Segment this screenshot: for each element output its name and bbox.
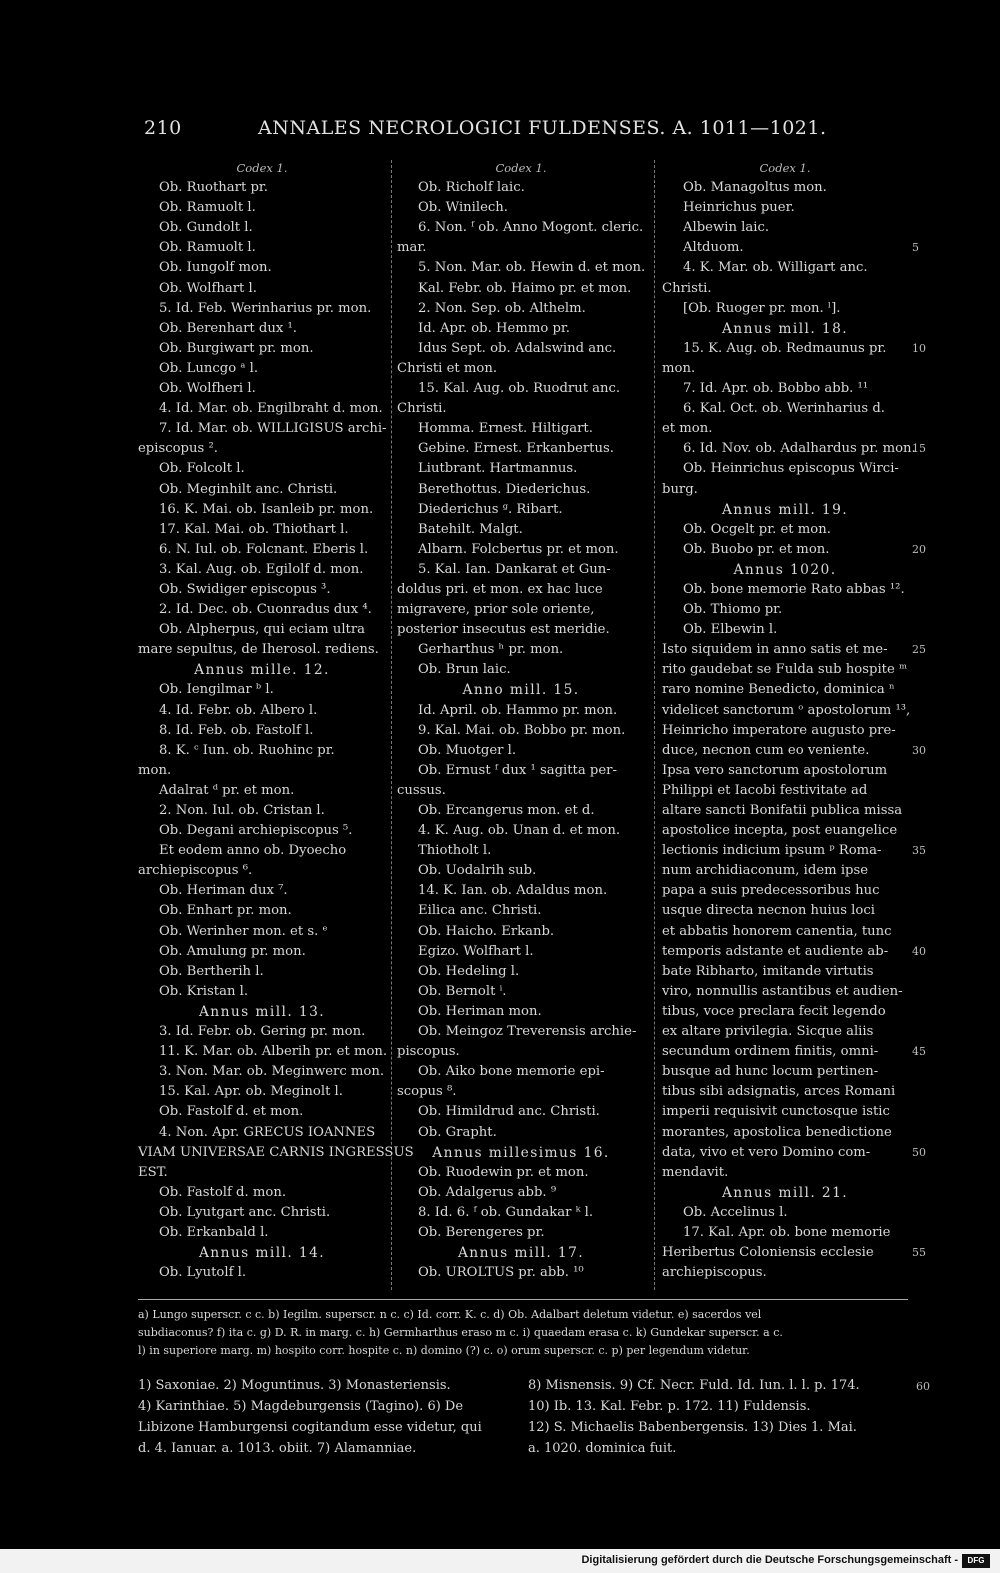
entry-line: Ob. Swidiger episcopus ³. — [159, 581, 331, 597]
entry-line: Ob. Heriman mon. — [418, 1003, 542, 1019]
column-divider — [654, 160, 655, 1290]
entry-line: Ob. Brun laic. — [418, 662, 511, 678]
entry-line: 4. Id. Mar. ob. Engilbraht d. mon. — [159, 401, 383, 417]
entry-line: Ob. Fastolf d. et mon. — [159, 1104, 304, 1120]
line-number: 50 — [912, 1145, 926, 1159]
entry-line: Diederichus ᵍ. Ribart. — [418, 501, 563, 517]
entry-line: Id. Apr. ob. Hemmo pr. — [418, 320, 570, 336]
entry-line: Albarn. Folcbertus pr. et mon. — [418, 541, 619, 557]
entry-line: usque directa necnon huius loci — [662, 903, 875, 919]
entry-line: apostolice incepta, post euangelice — [662, 823, 898, 839]
entry-line: temporis adstante et audiente ab- 40 — [662, 942, 908, 962]
year-heading: Annus mill. 19. — [721, 501, 849, 518]
entry-line: Ob. Grapht. — [418, 1124, 497, 1140]
entry-line: secundum ordinem finitis, omni- 45 — [662, 1042, 908, 1062]
entry-line: Ob. Accelinus l. — [683, 1204, 788, 1220]
entry-line: 7. Id. Mar. ob. WILLIGISUS archi- — [159, 421, 387, 437]
funding-credit: Digitalisierung gefördert durch die Deutsche Forschungsgemeinschaft - — [581, 1554, 958, 1566]
entry-line: 5. Id. Feb. Werinharius pr. mon. — [159, 300, 372, 316]
line-number: 25 — [912, 643, 926, 657]
entry-line: Ob. Haicho. Erkanb. — [418, 923, 555, 939]
entry-line: bate Ribharto, imitande virtutis — [662, 963, 874, 979]
endnote-line: 10) Ib. 13. Kal. Febr. p. 172. 11) Fuldensis. — [528, 1399, 811, 1414]
entry-line: Eilica anc. Christi. — [418, 903, 542, 919]
entry-line: Ob. Wolfheri l. — [159, 381, 256, 397]
entry-line: imperii requisivit cunctosque istic — [662, 1104, 890, 1120]
entry-line: 6. N. Iul. ob. Folcnant. Eberis l. — [159, 541, 369, 557]
entry-line: Christi. — [397, 401, 447, 417]
entry-line: Ob. Thiomo pr. — [683, 602, 783, 618]
entry-line: 6. Kal. Oct. ob. Werinharius d. — [683, 401, 885, 417]
text-column-3 — [662, 158, 926, 1283]
year-heading: Annus mill. 18. — [721, 320, 849, 337]
entry-line: Ob. Richolf laic. — [418, 180, 525, 196]
entry-line: Ipsa vero sanctorum apostolorum — [662, 762, 888, 778]
entry-line: Ob. Uodalrih sub. — [418, 863, 537, 879]
line-number: 55 — [912, 1246, 926, 1260]
entry-line: 4. K. Aug. ob. Unan d. et mon. — [418, 823, 621, 839]
entry-line: Ob. Elbewin l. — [683, 622, 778, 638]
endnote-line: 4) Karinthiae. 5) Magdeburgensis (Tagino). 6) De — [138, 1399, 464, 1414]
line-number: 15 — [912, 442, 926, 456]
entry-line: 8. Id. Feb. ob. Fastolf l. — [159, 722, 314, 738]
year-heading: Annus 1020. — [733, 561, 837, 578]
entry-line: Ob. bone memorie Rato abbas ¹². — [683, 581, 905, 597]
entry-line: Ob. Burgiwart pr. mon. — [159, 340, 314, 356]
entry-line: 15. K. Aug. ob. Redmaunus pr. 10 — [662, 339, 908, 359]
endnote-line: d. 4. Ianuar. a. 1013. obiit. 7) Alamanniae. — [138, 1441, 417, 1456]
entry-line: Et eodem anno ob. Dyoecho — [159, 843, 347, 859]
entry-line: Ob. Ramuolt l. — [159, 240, 256, 256]
entry-line: papa a suis predecessoribus huc — [662, 883, 880, 899]
entry-line: Ob. UROLTUS pr. abb. ¹⁰ — [418, 1265, 584, 1281]
entry-line: data, vivo et vero Domino com- 50 — [662, 1143, 908, 1163]
entry-line: 14. K. Ian. ob. Adaldus mon. — [418, 883, 608, 899]
entry-line: 9. Kal. Mai. ob. Bobbo pr. mon. — [418, 722, 626, 738]
entry-line: Liutbrant. Hartmannus. — [418, 461, 578, 477]
digitization-footer — [0, 1549, 1000, 1573]
entry-line: VIAM UNIVERSAE CARNIS INGRESSUS — [138, 1144, 414, 1160]
entry-line: 5. Non. Mar. ob. Hewin d. et mon. — [418, 260, 646, 276]
entry-line: 3. Non. Mar. ob. Meginwerc mon. — [159, 1064, 385, 1080]
entry-line: posterior insecutus est meridie. — [397, 622, 610, 638]
line-number: 5 — [912, 241, 919, 255]
entry-line: 8. K. ᶜ Iun. ob. Ruohinc pr. — [159, 742, 335, 758]
entry-line: 4. K. Mar. ob. Willigart anc. — [683, 260, 868, 276]
entry-line: EST. — [138, 1164, 168, 1180]
entry-line: lectionis indicium ipsum ᵖ Roma- 35 — [662, 841, 908, 861]
line-number: 30 — [912, 743, 926, 757]
entry-line: Ob. Lyutolf l. — [159, 1265, 247, 1281]
entry-line: Ob. Muotger l. — [418, 742, 517, 758]
entry-line: piscopus. — [397, 1044, 460, 1060]
year-heading: Annus mill. 14. — [198, 1245, 326, 1262]
year-heading: Anno mill. 15. — [462, 682, 580, 699]
entry-line: Ob. Iengilmar ᵇ l. — [159, 682, 274, 698]
entry-line: Ob. Heriman dux ⁷. — [159, 883, 288, 899]
text-column-2 — [397, 158, 645, 1283]
entry-line: Thiotholt l. — [418, 843, 492, 859]
entry-line: Ob. Iungolf mon. — [159, 260, 272, 276]
entry-line: Ob. Aiko bone memorie epi- — [418, 1064, 605, 1080]
line-number: 20 — [912, 542, 926, 556]
entry-line: mare sepultus, de Iherosol. rediens. — [138, 642, 379, 658]
entry-line: Altduom. 5 — [662, 238, 908, 258]
entry-line: 17. Kal. Mai. ob. Thiothart l. — [159, 521, 349, 537]
entry-line: Ob. Luncgo ᵃ l. — [159, 360, 259, 376]
codex-label: Codex 1. — [759, 161, 811, 175]
line-number: 35 — [912, 844, 926, 858]
endnote-line: Libizone Hamburgensi cogitandum esse videtur, qui — [138, 1420, 482, 1435]
dfg-logo[interactable]: DFG — [962, 1554, 990, 1568]
endnote-line: 12) S. Michaelis Babenbergensis. 13) Dies 1. Mai. — [528, 1420, 857, 1435]
entry-line: tibus, voce preclara fecit legendo — [662, 1003, 886, 1019]
entry-line: 5. Kal. Ian. Dankarat et Gun- — [418, 561, 611, 577]
year-heading: Annus mille. 12. — [194, 662, 330, 679]
entry-line: Ob. Lyutgart anc. Christi. — [159, 1204, 331, 1220]
entry-line: viro, nonnullis astantibus et audien- — [662, 983, 903, 999]
entry-line: 15. Kal. Aug. ob. Ruodrut anc. — [418, 381, 621, 397]
page-number: 210 — [144, 117, 182, 139]
entry-line: Christi et mon. — [397, 360, 498, 376]
entry-line: 6. Non. ᶠ ob. Anno Mogont. cleric. — [418, 220, 644, 236]
entry-line: Ob. Berengeres pr. — [418, 1224, 545, 1240]
entry-line: Kal. Febr. ob. Haimo pr. et mon. — [418, 280, 632, 296]
endnote-line: a. 1020. dominica fuit. — [528, 1441, 677, 1456]
entry-line: Albewin laic. — [683, 220, 770, 236]
endnotes-left — [138, 1375, 482, 1459]
entry-line: mon. — [662, 360, 696, 376]
entry-line: Ob. Hedeling l. — [418, 963, 520, 979]
entry-line: Adalrat ᵈ pr. et mon. — [159, 782, 295, 798]
endnote-line: 8) Misnensis. 9) Cf. Necr. Fuld. Id. Iun. l. l. p. 174. — [528, 1378, 860, 1393]
entry-line: duce, necnon cum eo veniente. 30 — [662, 741, 908, 761]
entry-line: mendavit. — [662, 1164, 729, 1180]
entry-line: Ob. Ernust ᶠ dux ¹ sagitta per- — [418, 762, 617, 778]
line-number: 60 — [916, 1380, 930, 1393]
entry-line: Ob. Bertherih l. — [159, 963, 264, 979]
entry-line: raro nomine Benedicto, dominica ⁿ — [662, 682, 895, 698]
entry-line: 17. Kal. Apr. ob. bone memorie — [683, 1224, 891, 1240]
page-title: ANNALES NECROLOGICI FULDENSES. A. 1011—1021. — [258, 117, 827, 139]
endnote-line: 1) Saxoniae. 2) Moguntinus. 3) Monasteriensis. — [138, 1378, 451, 1393]
entry-line: 4. Id. Febr. ob. Albero l. — [159, 702, 318, 718]
entry-line: Heinricho imperatore augusto pre- — [662, 722, 896, 738]
entry-line: Christi. — [662, 280, 712, 296]
line-number: 10 — [912, 341, 926, 355]
entry-line: Philippi et Iacobi festivitate ad — [662, 782, 868, 798]
entry-line: Ob. Kristan l. — [159, 983, 249, 999]
entry-line: Ob. Buobo pr. et mon. 20 — [662, 540, 908, 560]
entry-line: 2. Non. Sep. ob. Althelm. — [418, 300, 586, 316]
entry-line: archiepiscopus. — [662, 1265, 767, 1281]
line-number: 40 — [912, 944, 926, 958]
codex-label: Codex 1. — [495, 161, 547, 175]
entry-line: Ob. Gundolt l. — [159, 220, 253, 236]
entry-line: episcopus ². — [138, 441, 218, 457]
entry-line: mar. — [397, 240, 427, 256]
entry-line: Ob. Ruothart pr. — [159, 180, 268, 196]
line-number: 45 — [912, 1045, 926, 1059]
entry-line: Ob. Adalgerus abb. ⁹ — [418, 1184, 557, 1200]
entry-line: Ob. Himildrud anc. Christi. — [418, 1104, 600, 1120]
entry-line: Ob. Berenhart dux ¹. — [159, 320, 297, 336]
entry-line: Ob. Werinher mon. et s. ᵉ — [159, 923, 328, 939]
entry-line: Ob. Winilech. — [418, 200, 508, 216]
entry-line: Ob. Meginhilt anc. Christi. — [159, 481, 338, 497]
entry-line: Batehilt. Malgt. — [418, 521, 523, 537]
entry-line: Heribertus Coloniensis ecclesie 55 — [662, 1243, 908, 1263]
entry-line: Ob. Managoltus mon. — [683, 180, 827, 196]
entry-line: 16. K. Mai. ob. Isanleib pr. mon. — [159, 501, 374, 517]
entry-line: doldus pri. et mon. ex hac luce — [397, 581, 603, 597]
entry-line: 15. Kal. Apr. ob. Meginolt l. — [159, 1084, 343, 1100]
entry-line: 2. Id. Dec. ob. Cuonradus dux ⁴. — [159, 602, 372, 618]
entry-line: num archidiaconum, idem ipse — [662, 863, 869, 879]
footnote-line: subdiaconus? f) ita c. g) D. R. in marg. c. h) Germharthus eraso m c. i) quaedam erasa c. k) Gundekar superscr. a c. — [138, 1326, 783, 1339]
entry-line: et abbatis honorem canentia, tunc — [662, 923, 892, 939]
entry-line: Egizo. Wolfhart l. — [418, 943, 534, 959]
entry-line: morantes, apostolica benedictione — [662, 1124, 892, 1140]
entry-line: Ob. Fastolf d. mon. — [159, 1184, 287, 1200]
entry-line: Ob. Erkanbald l. — [159, 1224, 269, 1240]
entry-line: Ob. Wolfhart l. — [159, 280, 257, 296]
entry-line: 6. Id. Nov. ob. Adalhardus pr. mon. 15 — [662, 439, 908, 459]
entry-line: tibus sibi adsignatis, arces Romani — [662, 1084, 896, 1100]
entry-line: Ob. Ramuolt l. — [159, 200, 256, 216]
entry-line: Ob. Folcolt l. — [159, 461, 245, 477]
year-heading: Annus mill. 21. — [721, 1184, 849, 1201]
entry-line: Berethottus. Diederichus. — [418, 481, 591, 497]
entry-line: 7. Id. Apr. ob. Bobbo abb. ¹¹ — [683, 381, 869, 397]
footnotes — [138, 1299, 908, 1360]
entry-line: 3. Kal. Aug. ob. Egilolf d. mon. — [159, 561, 364, 577]
entry-line: burg. — [662, 481, 698, 497]
year-heading: Annus mill. 17. — [457, 1245, 585, 1262]
entry-line: Heinrichus puer. — [683, 200, 795, 216]
entry-line: rito gaudebat se Fulda sub hospite ᵐ — [662, 662, 908, 678]
entry-line: Gebine. Ernest. Erkanbertus. — [418, 441, 614, 457]
entry-line: Ob. Meingoz Treverensis archie- — [418, 1024, 637, 1040]
entry-line: Homma. Ernest. Hiltigart. — [418, 421, 593, 437]
column-divider — [391, 160, 392, 1290]
entry-line: Ob. Amulung pr. mon. — [159, 943, 306, 959]
entry-line: mon. — [138, 762, 172, 778]
codex-label: Codex 1. — [236, 161, 288, 175]
entry-line: 2. Non. Iul. ob. Cristan l. — [159, 803, 325, 818]
entry-line: migravere, prior sole oriente, — [397, 602, 595, 618]
entry-line: Gerharthus ʰ pr. mon. — [418, 642, 564, 658]
entry-line: Isto siquidem in anno satis et me- 25 — [662, 640, 908, 660]
entry-line: Ob. Bernolt ⁱ. — [418, 983, 507, 999]
entry-line: Ob. Degani archiepiscopus ⁵. — [159, 823, 353, 839]
footnote-line: l) in superiore marg. m) hospito corr. hospite c. n) domino (?) c. o) orum superscr. c. p) per legendum videtur. — [138, 1344, 750, 1357]
endnotes-right — [528, 1375, 860, 1459]
entry-line: Id. April. ob. Hammo pr. mon. — [418, 702, 618, 718]
entry-line: Ob. Ocgelt pr. et mon. — [683, 521, 831, 537]
entry-line: videlicet sanctorum ᵒ apostolorum ¹³, — [662, 702, 911, 718]
entry-line: et mon. — [662, 421, 713, 437]
year-heading: Annus mill. 13. — [198, 1003, 326, 1020]
entry-line: archiepiscopus ⁶. — [138, 863, 253, 879]
footnote-line: a) Lungo superscr. c c. b) Iegilm. superscr. n c. c) Id. corr. K. c. d) Ob. Adalbart deletum videtur. e) sacerdos vel — [138, 1308, 762, 1321]
entry-line: Ob. Ercangerus mon. et d. — [418, 803, 595, 818]
entry-line: Ob. Enhart pr. mon. — [159, 903, 292, 919]
year-heading: Annus millesimus 16. — [432, 1144, 610, 1161]
entry-line: scopus ⁸. — [397, 1084, 457, 1100]
entry-line: Ob. Heinrichus episcopus Wirci- — [683, 461, 899, 477]
entry-line: 4. Non. Apr. GRECUS IOANNES — [159, 1124, 376, 1140]
text-column-1 — [138, 158, 414, 1283]
entry-line: Idus Sept. ob. Adalswind anc. — [418, 340, 617, 356]
entry-line: cussus. — [397, 782, 446, 798]
entry-line: Ob. Ruodewin pr. et mon. — [418, 1164, 589, 1180]
entry-line: 11. K. Mar. ob. Alberih pr. et mon. — [159, 1044, 388, 1060]
entry-line: [Ob. Ruoger pr. mon. ˡ]. — [683, 300, 841, 316]
entry-line: busque ad hunc locum pertinen- — [662, 1064, 879, 1080]
entry-line: Ob. Alpherpus, qui eciam ultra — [159, 622, 365, 638]
entry-line: ex altare privilegia. Sicque aliis — [662, 1024, 874, 1040]
entry-line: 8. Id. 6. ᶠ ob. Gundakar ᵏ l. — [418, 1204, 594, 1220]
entry-line: 3. Id. Febr. ob. Gering pr. mon. — [159, 1024, 366, 1040]
entry-line: altare sancti Bonifatii publica missa — [662, 803, 903, 818]
